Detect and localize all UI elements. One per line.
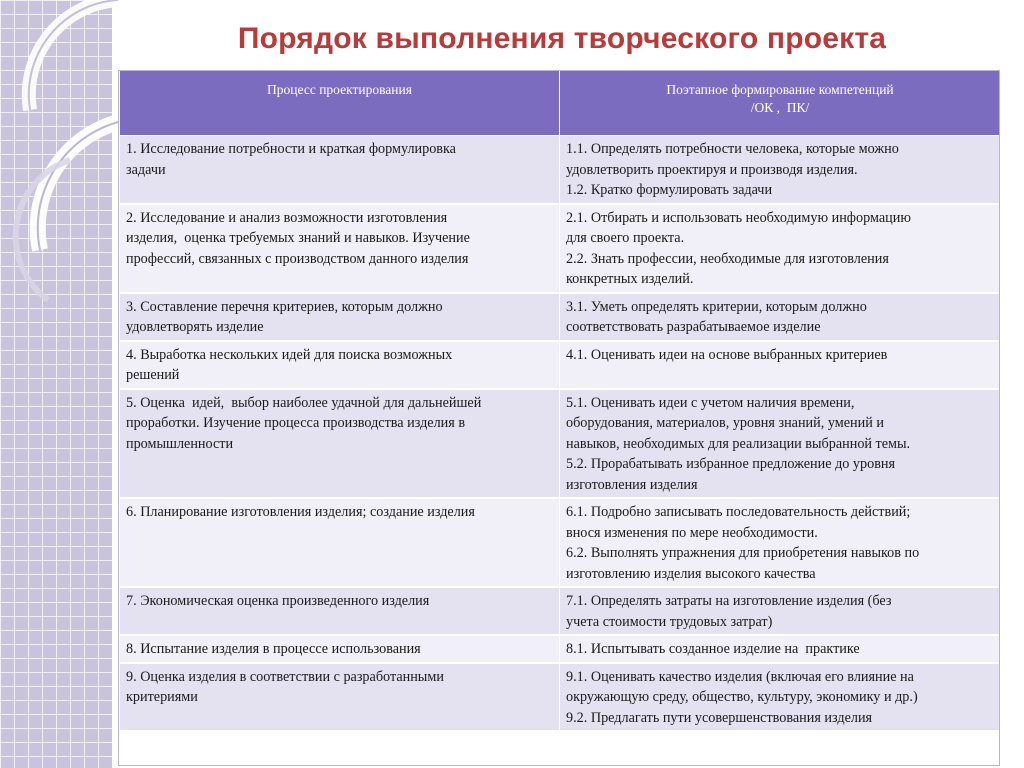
cell-line: для своего проекта. (566, 230, 685, 246)
table-row (120, 498, 1001, 587)
cell-line: проработки. Изучение процесса производства изделия в (126, 415, 466, 431)
process-cell (120, 498, 560, 587)
cell-line: 6. Планирование изготовления изделия; создание изделия (126, 504, 475, 520)
cell-line: промышленности (126, 435, 234, 452)
competence-table (119, 70, 1001, 732)
process-cell (120, 389, 560, 499)
cell-line: профессий, связанных с производством данного изделия (126, 250, 469, 267)
cell-line: 8.1. Испытывать созданное изделие на практике (566, 641, 860, 657)
cell-line: 1.1. Определять потребности человека, которые можно (566, 141, 899, 157)
competence-cell (560, 389, 1001, 499)
table-row (120, 389, 1001, 499)
cell-line: навыков, необходимых для реализации выбранной темы. (566, 435, 911, 452)
cell-line: 2. Исследование и анализ возможности изготовления (126, 209, 448, 226)
table-row (120, 204, 1001, 293)
process-cell (120, 587, 560, 635)
cell-line: 1.2. Кратко формулировать задачи (566, 182, 773, 198)
competence-cell (560, 204, 1001, 293)
cell-line: изделия, оценка требуемых знаний и навыков. Изучение (126, 230, 470, 246)
cell-line: Поэтапное формирование компетенций (666, 82, 894, 97)
cell-line: решений (126, 367, 180, 383)
page-title: Порядок выполнения творческого проекта (237, 22, 887, 55)
cell-line: внося изменения по мере необходимости. (566, 524, 818, 541)
cell-line: Процесс проектирования (267, 82, 412, 97)
process-cell (120, 204, 560, 293)
cell-line: 7.1. Определять затраты на изготовление изделия (без (566, 593, 892, 609)
cell-line: оборудования, материалов, уровня знаний, умений и (566, 415, 884, 431)
table-header-row (120, 71, 1001, 136)
competence-cell (560, 587, 1001, 635)
competence-cell (560, 498, 1001, 587)
table-row (120, 663, 1001, 732)
cell-line: /ОК , ПК/ (750, 100, 810, 115)
table-row (120, 635, 1001, 663)
cell-line: 4.1. Оценивать идеи на основе выбранных критериев (566, 346, 888, 363)
cell-line: 9. Оценка изделия в соответствии с разработанными (126, 668, 444, 685)
competence-cell (560, 341, 1001, 389)
cell-line: удовлетворять изделие (126, 319, 264, 335)
cell-line: 2.1. Отбирать и использовать необходимую информацию (566, 209, 911, 226)
cell-line: 5.1. Оценивать идеи с учетом наличия времени, (566, 394, 855, 411)
process-cell (120, 663, 560, 732)
cell-line: 6.2. Выполнять упражнения для приобретения навыков по (566, 545, 920, 561)
cell-line: 3.1. Уметь определять критерии, которым должно (566, 298, 867, 315)
cell-line: критериями (126, 689, 198, 705)
cell-line: 4. Выработка нескольких идей для поиска возможных (126, 346, 453, 363)
process-cell (120, 341, 560, 389)
cell-line: 9.1. Оценивать качество изделия (включая его влияние на (566, 668, 914, 685)
cell-line: 8. Испытание изделия в процессе использования (126, 641, 421, 657)
cell-line: соответствовать разрабатываемое изделие (566, 319, 821, 335)
cell-line: 5. Оценка идей, выбор наиболее удачной для дальнейшей (126, 394, 482, 411)
table-row (120, 136, 1001, 204)
process-cell (120, 635, 560, 663)
cell-line: 5.2. Прорабатывать избранное предложение до уровня (566, 456, 896, 472)
cell-line: изготовления изделия (566, 476, 698, 493)
cell-line: конкретных изделий. (566, 271, 694, 287)
cell-line: 7. Экономическая оценка произведенного изделия (126, 593, 430, 609)
table-row (120, 293, 1001, 341)
cell-line: окружающую среду, общество, культуру, экономику и др.) (566, 689, 918, 705)
cell-line: 3. Составление перечня критериев, которым должно (126, 298, 443, 315)
cell-line: задачи (126, 161, 166, 178)
cell-line: 9.2. Предлагать пути усовершенствования изделия (566, 709, 873, 726)
competence-cell (560, 663, 1001, 732)
process-cell (120, 293, 560, 341)
cell-line: 2.2. Знать профессии, необходимые для изготовления (566, 250, 889, 267)
header-competence (560, 71, 1001, 136)
competence-cell (560, 136, 1001, 204)
competence-cell (560, 635, 1001, 663)
cell-line: удовлетворить проектируя и производя изделия. (566, 161, 858, 178)
table-row (120, 341, 1001, 389)
cell-line: изготовлению изделия высокого качества (566, 565, 816, 582)
cell-line: 6.1. Подробно записывать последовательность действий; (566, 504, 911, 520)
header-process (120, 71, 560, 136)
table-row (120, 587, 1001, 635)
cell-line: 1. Исследование потребности и краткая формулировка (126, 141, 456, 157)
process-cell (120, 136, 560, 204)
cell-line: учета стоимости трудовых затрат) (566, 613, 773, 630)
competence-cell (560, 293, 1001, 341)
